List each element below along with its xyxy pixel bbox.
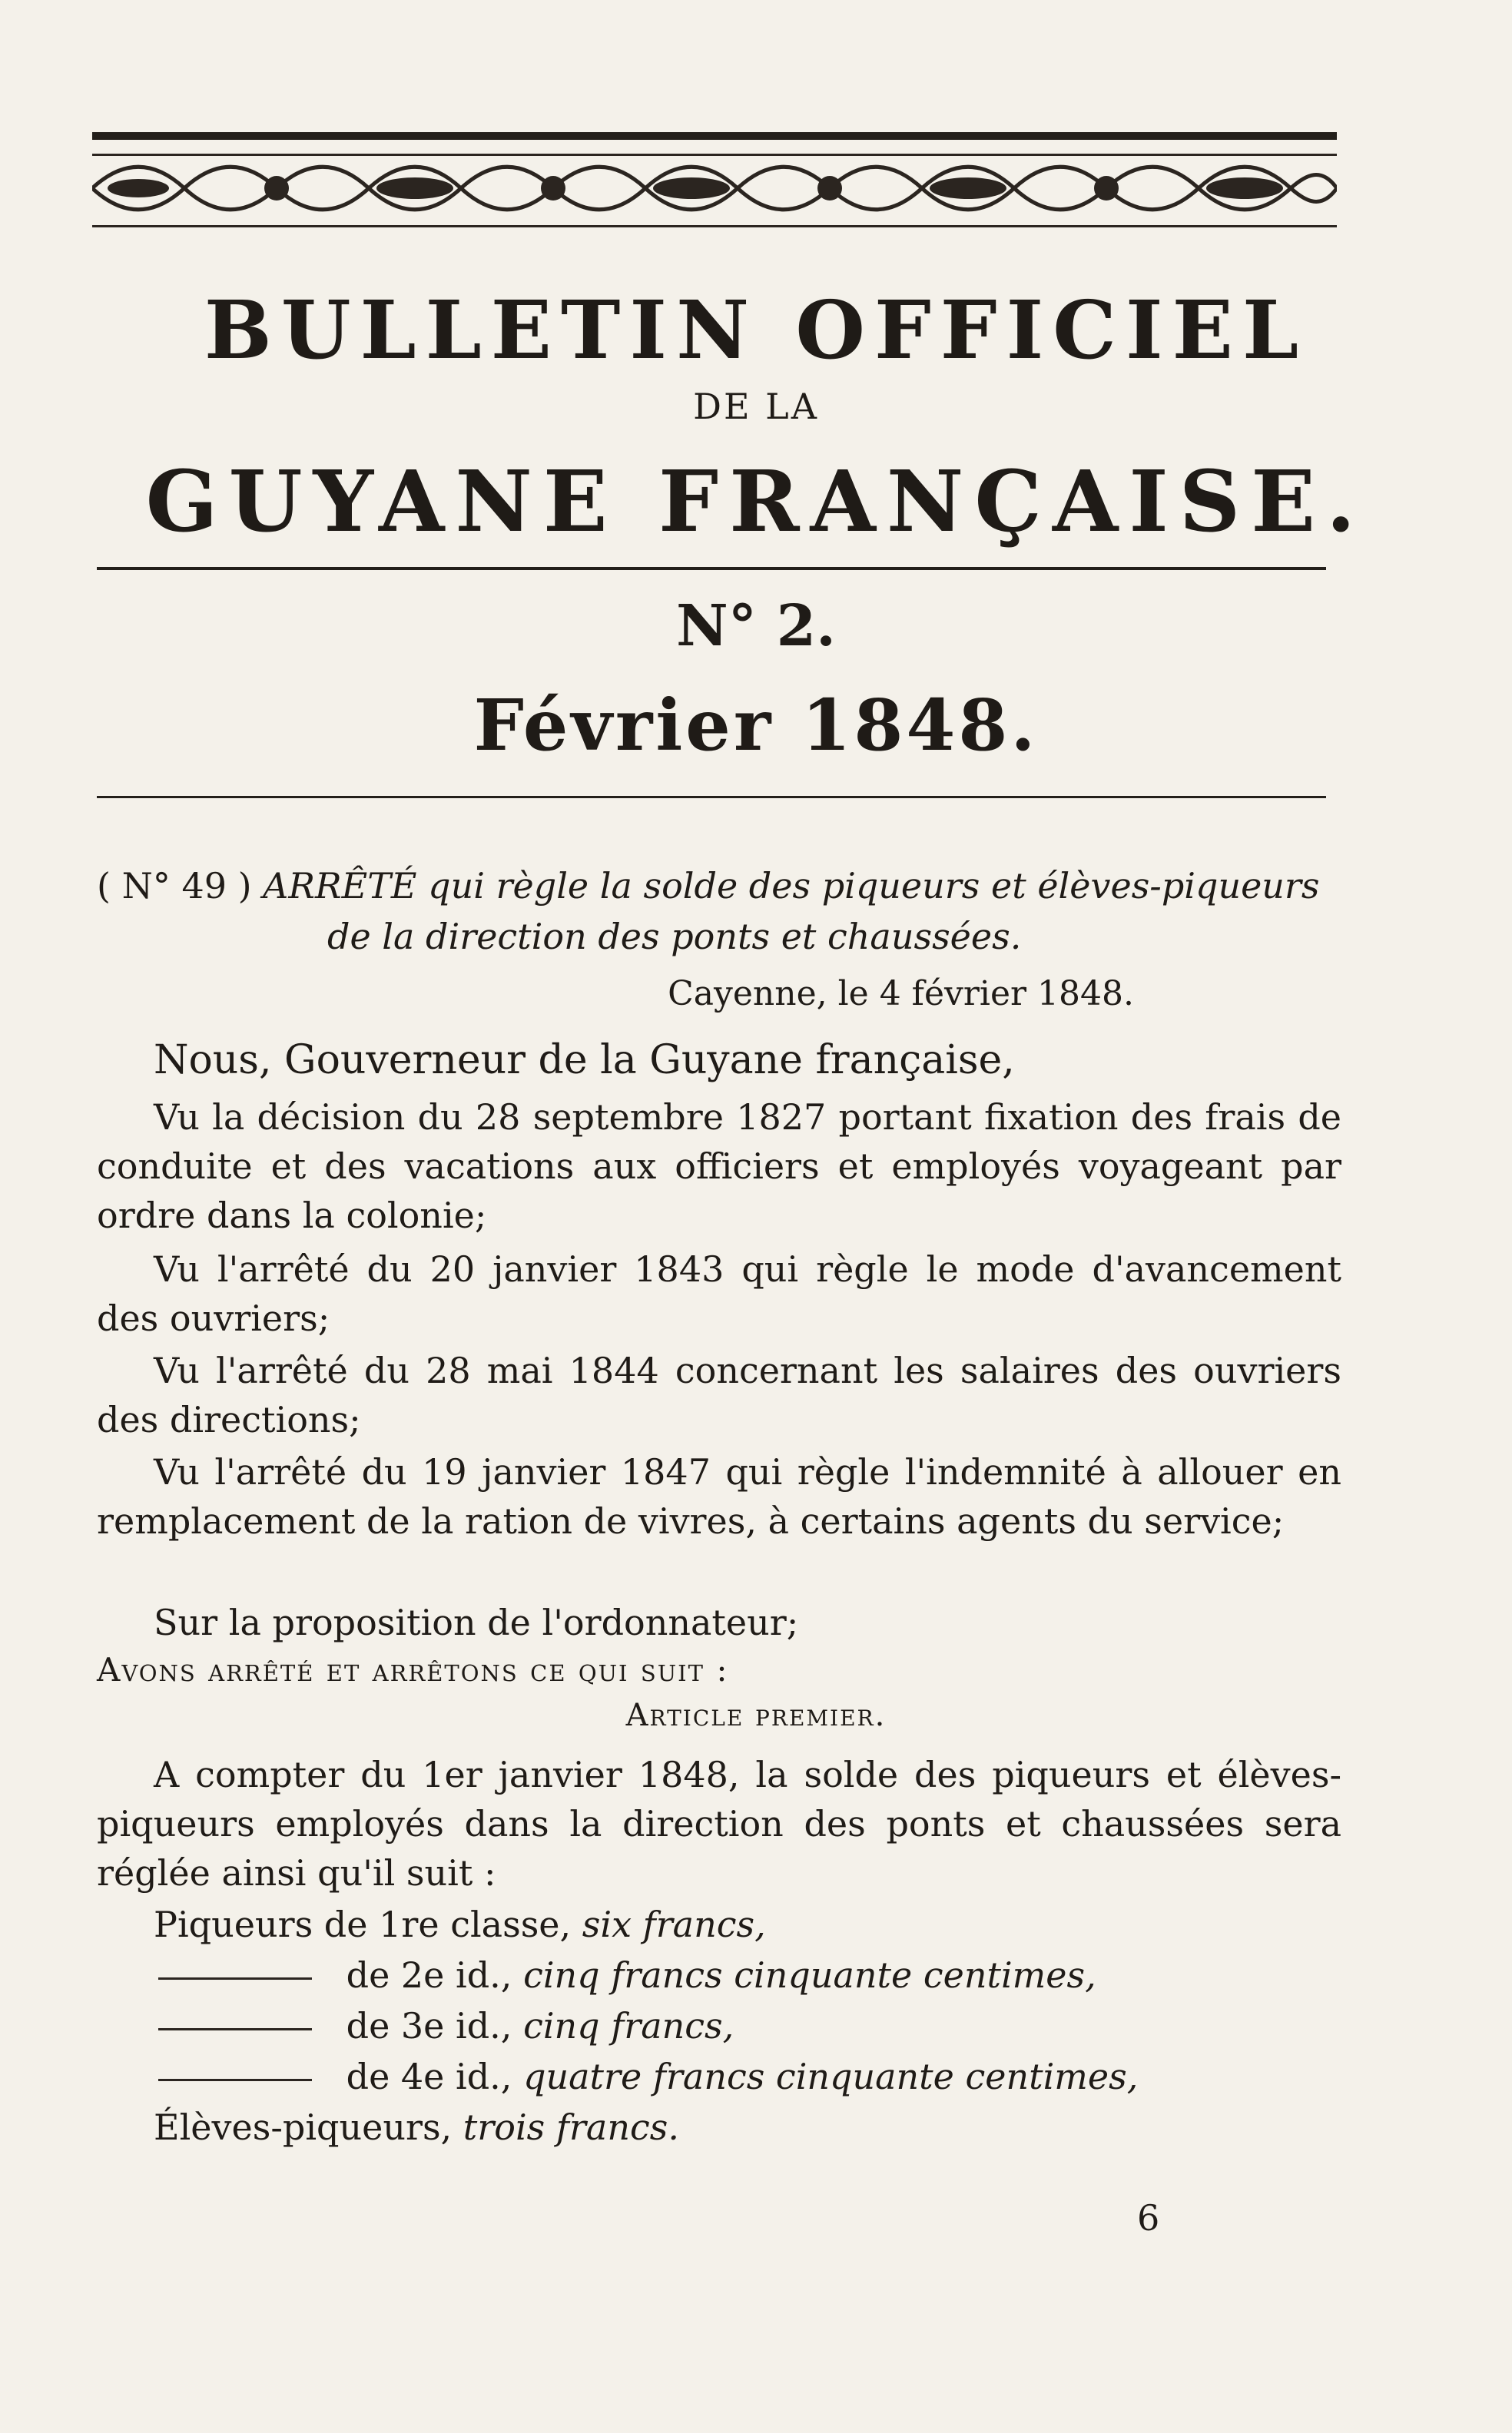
ditto-dash [158,2028,312,2030]
act-heading [97,860,1341,962]
scale-label: Piqueurs de 1re classe, [154,1904,572,1945]
bulletin-title: BULLETIN OFFICIEL [204,283,1308,377]
scale-label: de 3e id., [346,2005,512,2047]
top-rule [92,132,1337,140]
masthead-rule [97,567,1326,570]
preamble-vu-1843: Vu l'arrêté du 20 janvier 1843 qui règle le mode d'avancement des ouvriers; [97,1248,1341,1339]
enacting-formula: Avons arrêté et arrêtons ce qui suit : [97,1651,729,1689]
scale-amount: cinq francs, [523,2005,734,2047]
preamble-proposition: Sur la proposition de l'ordonnateur; [154,1602,799,1643]
act-heading-text: ARRÊTÉ qui règle la solde des piqueurs et élèves-piqueurs de la direction des ponts et chaussées. [263,865,1320,957]
scale-label: Élèves-piqueurs, [154,2107,453,2148]
scale-amount: six francs, [582,1904,766,1945]
colony-title: GUYANE FRANÇAISE. [145,452,1367,551]
scale-label: de 2e id., [346,1954,512,1996]
scale-amount: quatre francs cinquante centimes, [523,2056,1139,2097]
article-text: A compter du 1er janvier 1848, la solde des piqueurs et élèves-piqueurs employés dans la direction des ponts et chaussées sera réglée ainsi qu'il suit : [97,1754,1341,1894]
scale-amount: trois francs. [463,2107,679,2148]
scale-row-5 [97,2103,1398,2151]
preamble-authority: Nous, Gouverneur de la Guyane française, [154,1037,1015,1083]
ornamental-border [92,154,1337,227]
issue-date: Février 1848. [473,684,1039,767]
preamble-vu-1827: Vu la décision du 28 septembre 1827 portant fixation des frais de conduite et des vacations aux officiers et employés voyageant par ordre dans la colonie; [97,1096,1341,1236]
page-marker: 6 [1137,2197,1160,2239]
ditto-dash [158,1977,312,1980]
place-date: Cayenne, le 4 février 1848. [668,974,1134,1013]
preamble-vu-1844: Vu l'arrêté du 28 mai 1844 concernant les salaires des ouvriers des directions; [97,1350,1341,1440]
title-connector: DE LA [693,386,819,427]
article-title: Article premier. [625,1698,887,1733]
act-number: ( N° 49 ) [97,865,252,907]
scale-label: de 4e id., [346,2056,512,2097]
ditto-dash [158,2079,312,2081]
scale-row-3 [97,2002,1341,2050]
scale-row-4 [97,2053,1341,2100]
scale-row-2 [97,1951,1341,1999]
preamble-vu-1847: Vu l'arrêté du 19 janvier 1847 qui règle l'indemnité à allouer en remplacement de la ration de vivres, à certains agents du service; [97,1451,1341,1542]
issue-number: N° 2. [676,593,836,659]
scale-amount: cinq francs cinquante centimes, [523,1954,1096,1996]
date-rule [97,796,1326,798]
scale-row-1 [97,1901,1398,1948]
